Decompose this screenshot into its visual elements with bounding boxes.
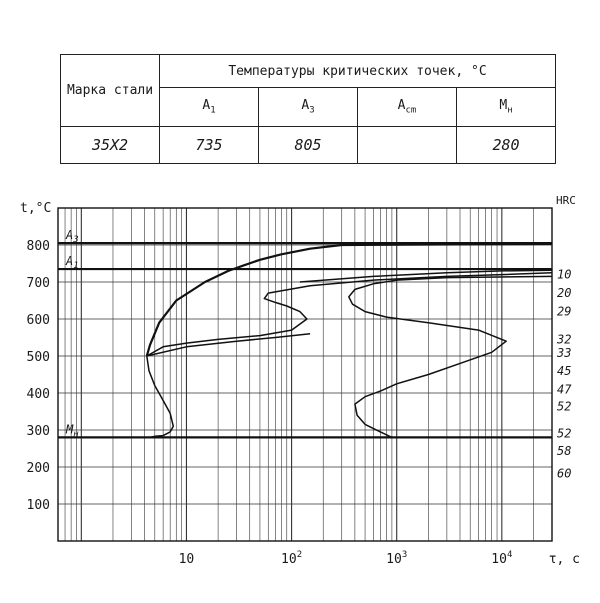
y-tick-label: 700 xyxy=(26,276,50,291)
critical-label-mn: $M_н$ xyxy=(66,422,79,440)
mn-value: 280 xyxy=(457,127,556,164)
critical-label-a1: $A_1$ xyxy=(66,254,79,272)
critical-label-a3: $A_3$ xyxy=(66,228,79,246)
col-a1-header: $A_1$ xyxy=(160,88,259,127)
y-tick-label: 400 xyxy=(26,387,50,402)
transformation-curve-1 xyxy=(147,244,552,356)
col-mn-header: $M_н$ xyxy=(457,88,556,127)
hrc-value-label: 10 xyxy=(557,267,572,282)
y-axis-label: t,°C xyxy=(20,201,52,216)
hrc-value-label: 58 xyxy=(557,444,572,459)
y-tick-label: 600 xyxy=(26,313,50,328)
x-tick-label: 10 xyxy=(178,552,195,567)
a1-value: 735 xyxy=(160,127,259,164)
transformation-curve-2 xyxy=(147,356,174,437)
steel-grade-value: 35Х2 xyxy=(61,127,160,164)
hrc-value-label: 60 xyxy=(557,466,572,481)
critical-temps-text: Температуры критических точек, °C xyxy=(228,63,487,79)
hrc-value-label: 20 xyxy=(557,286,572,301)
x-tick-label: $10^2$ xyxy=(281,550,303,567)
transformation-curve-6 xyxy=(349,276,552,437)
col-a3-header: $A_3$ xyxy=(259,88,358,127)
y-tick-label: 200 xyxy=(26,461,50,476)
x-tick-label: $10^4$ xyxy=(491,550,513,567)
plot-frame xyxy=(58,208,552,541)
hrc-value-label: 33 xyxy=(557,346,572,361)
y-tick-label: 100 xyxy=(26,498,50,513)
x-tick-label: $10^3$ xyxy=(386,550,408,567)
hrc-value-label: 52 xyxy=(557,399,572,414)
hrc-value-label: 29 xyxy=(557,304,572,319)
x-axis-label: τ, с xyxy=(548,552,580,567)
steel-grade-header: Марка стали xyxy=(61,55,160,127)
y-tick-label: 300 xyxy=(26,424,50,439)
hrc-value-label: 47 xyxy=(557,382,572,397)
col-acm-header: $A_{cm}$ xyxy=(358,88,457,127)
hrc-value-label: 52 xyxy=(557,426,572,441)
hrc-axis-label: HRC xyxy=(556,194,576,207)
transformation-curve-3 xyxy=(147,273,552,356)
a3-value: 805 xyxy=(259,127,358,164)
hrc-value-label: 32 xyxy=(557,332,572,347)
hrc-value-label: 45 xyxy=(557,363,572,378)
y-tick-label: 800 xyxy=(26,239,50,254)
y-tick-label: 500 xyxy=(26,350,50,365)
